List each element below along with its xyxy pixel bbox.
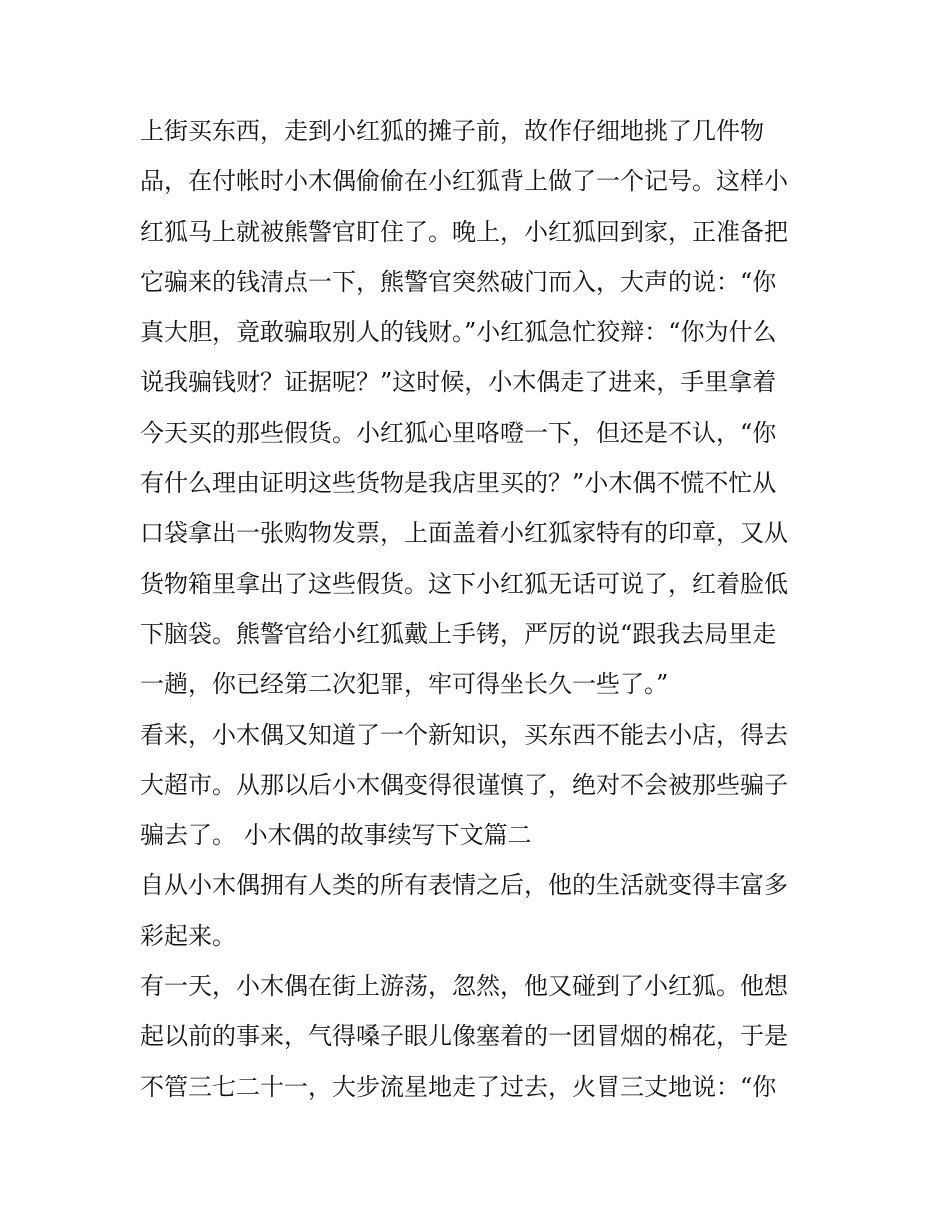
text-line: 有一天，小木偶在街上游荡，忽然，他又碰到了小红狐。他想 [140,972,788,1001]
text-line: 红狐马上就被熊警官盯住了。晚上，小红狐回到家，正准备把 [140,217,788,246]
text-line: 起以前的事来，气得嗓子眼儿像塞着的一团冒烟的棉花，于是 [140,1022,788,1051]
text-line: 下脑袋。熊警官给小红狐戴上手铐，严厉的说“跟我去局里走 [140,619,777,648]
text-line: 品，在付帐时小木偶偷偷在小红狐背上做了一个记号。这样小 [140,167,788,196]
text-line: 大超市。从那以后小木偶变得很谨慎了，绝对不会被那些骗子 [140,770,788,799]
text-line: 自从小木偶拥有人类的所有表情之后，他的生活就变得丰富多 [140,871,788,900]
text-line: 彩起来。 [140,921,236,950]
text-line: 一趟，你已经第二次犯罪，牢可得坐长久一些了。” [140,670,669,699]
text-line: 有什么理由证明这些货物是我店里买的？”小木偶不慌不忙从 [140,469,777,498]
text-line: 真大胆，竟敢骗取别人的钱财。”小红狐急忙狡辩：“你为什么 [140,318,777,347]
text-line: 它骗来的钱清点一下，熊警官突然破门而入，大声的说：“你 [140,267,777,296]
text-line: 口袋拿出一张购物发票，上面盖着小红狐家特有的印章，又从 [140,519,788,548]
text-line: 不管三七二十一，大步流星地走了过去，火冒三丈地说：“你 [140,1072,777,1101]
body-text [140,106,820,1112]
text-line: 骗去了。 小木偶的故事续写下文篇二 [140,821,532,850]
text-line: 货物箱里拿出了这些假货。这下小红狐无话可说了，红着脸低 [140,569,788,598]
text-line: 上街买东西，走到小红狐的摊子前，故作仔细地挑了几件物 [140,117,764,145]
text-line: 说我骗钱财？证据呢？”这时候，小木偶走了进来，手里拿着 [140,368,777,397]
text-line: 看来，小木偶又知道了一个新知识，买东西不能去小店，得去 [140,720,788,749]
text-line: 今天买的那些假货。小红狐心里咯噔一下，但还是不认，“你 [140,418,777,447]
